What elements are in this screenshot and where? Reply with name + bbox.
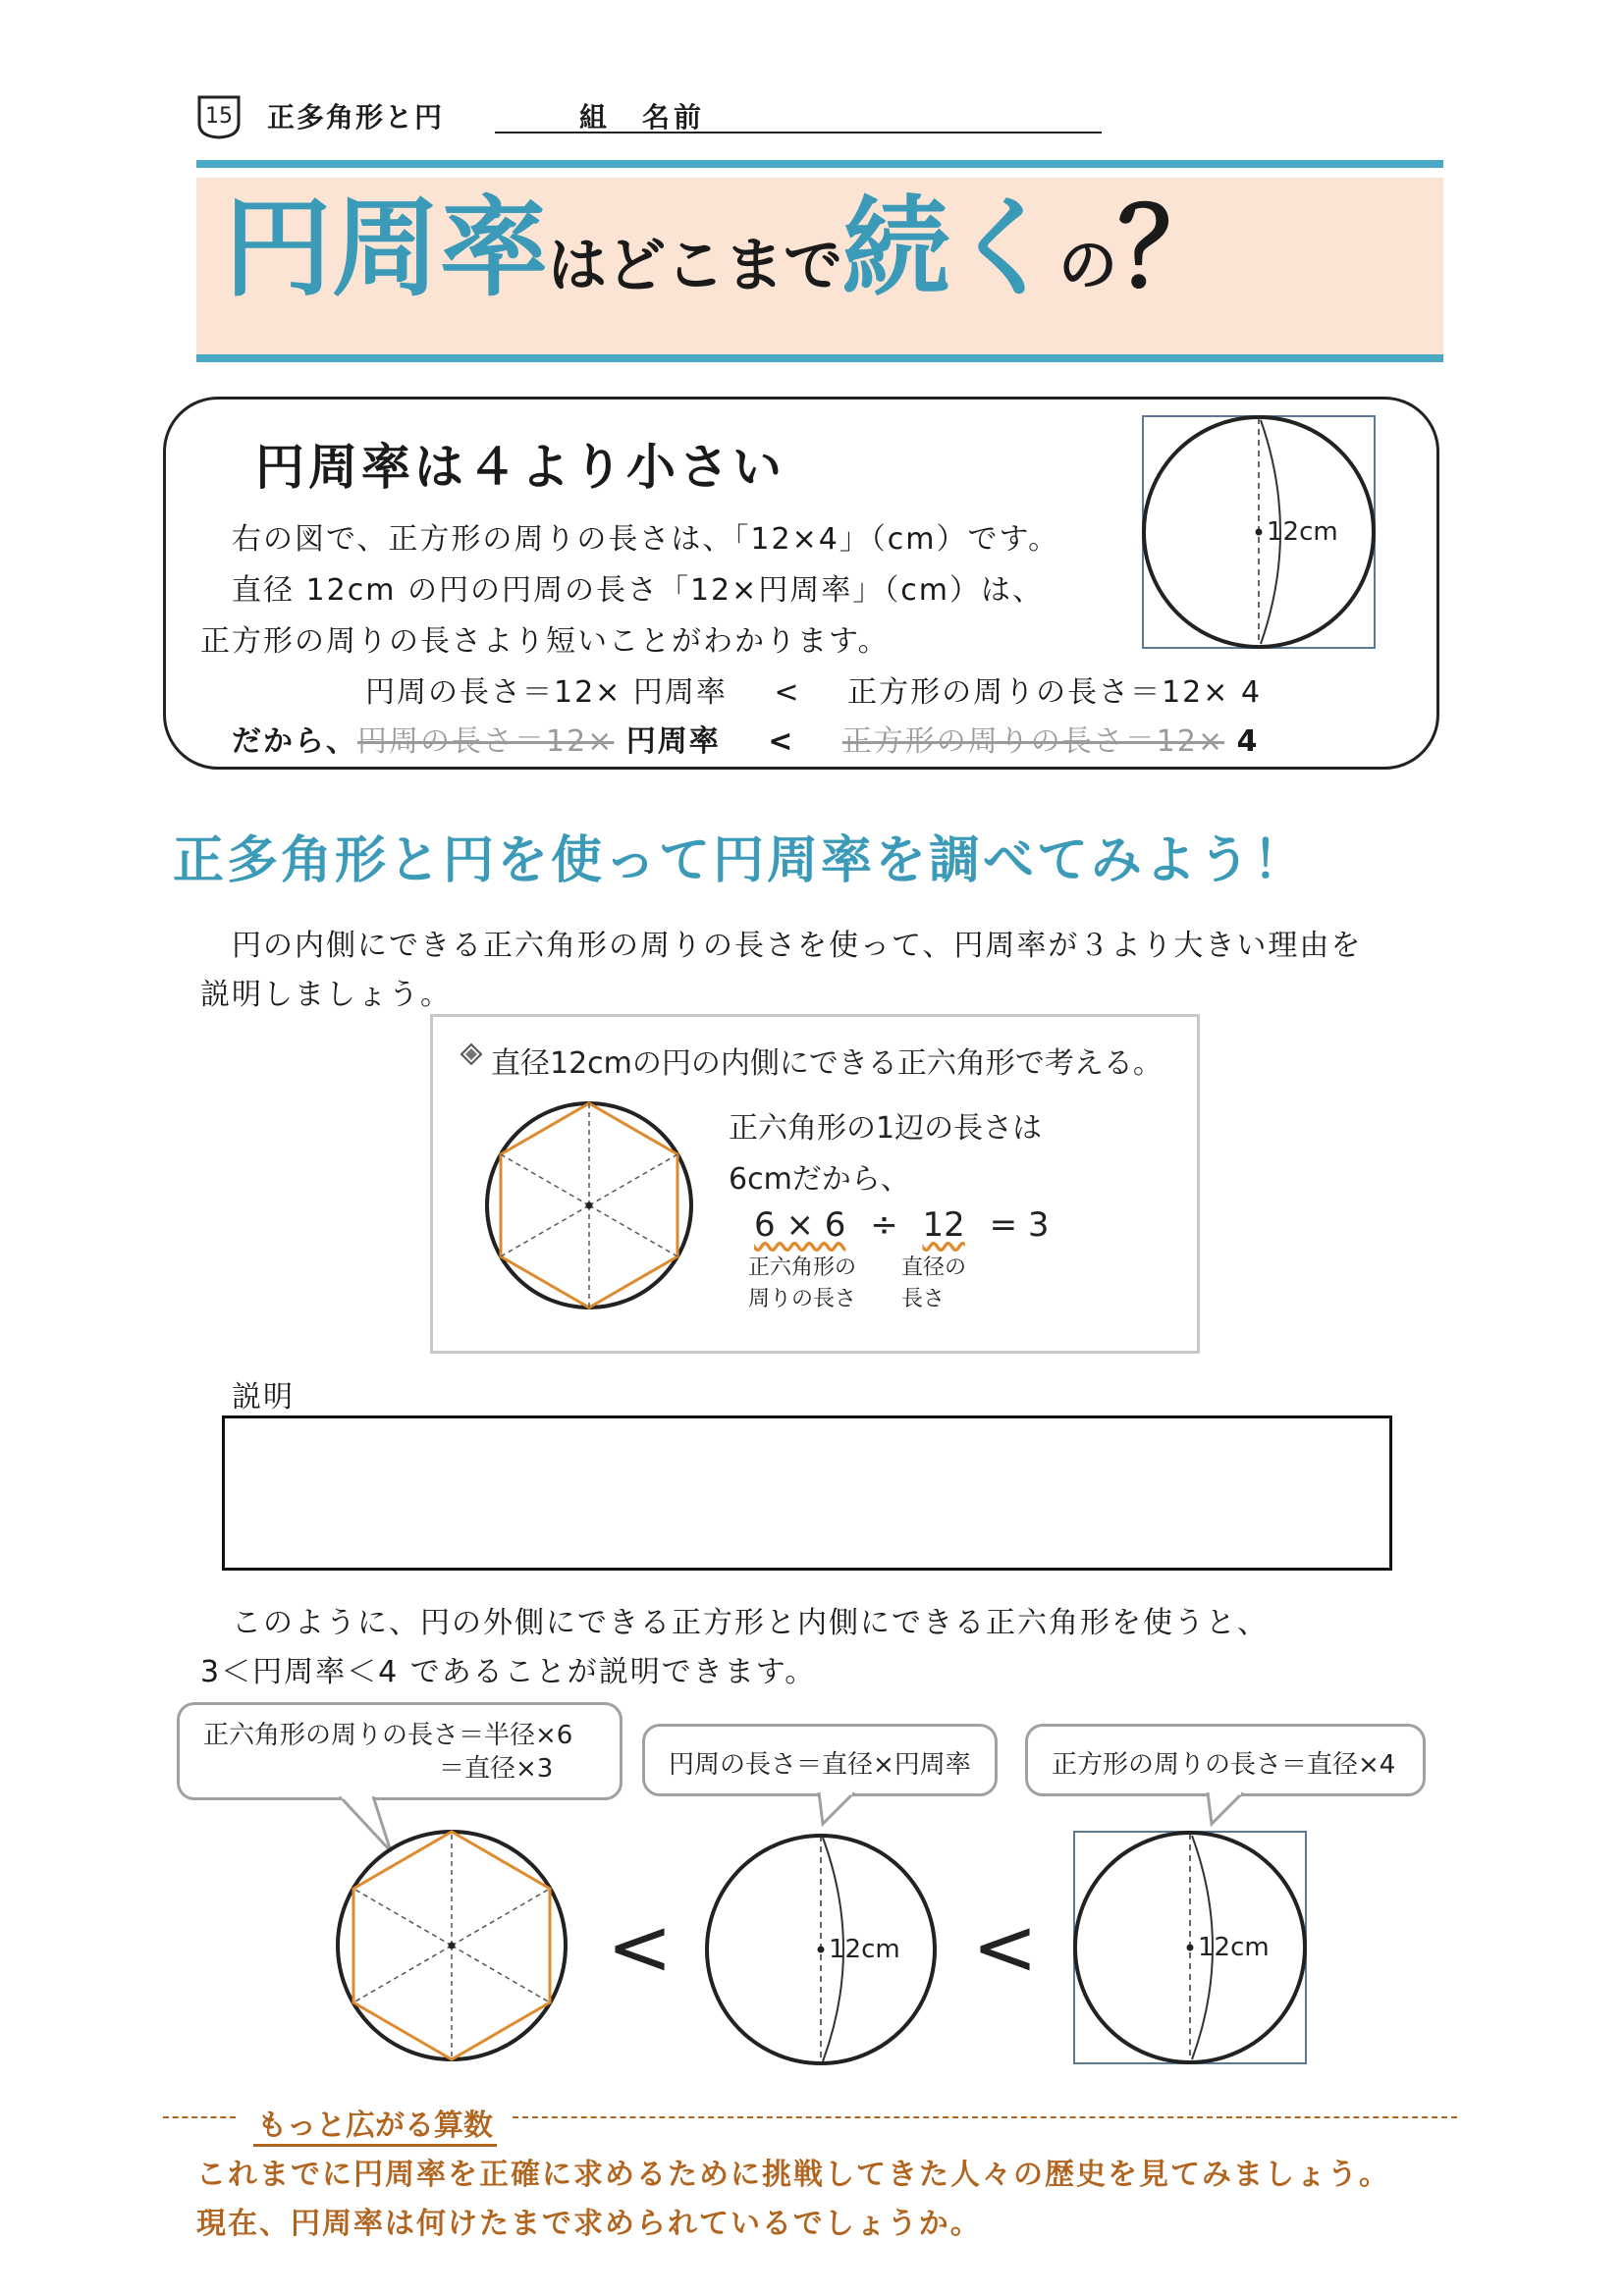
calc-diameter: 12: [922, 1205, 965, 1245]
compare-circle-label: 12cm: [829, 1935, 900, 1964]
eq2-struck-right: 正方形の周りの長さ＝12×: [841, 724, 1225, 759]
footer-rule-right: [513, 2116, 1457, 2118]
note-diameter-2: 長さ: [901, 1287, 946, 1311]
unit-number: 15: [205, 104, 233, 129]
intro-line-3: 正方形の周りの長さより短いことがわかります。: [200, 624, 890, 659]
compare-hexagon-figure: [334, 1828, 569, 2063]
pencil-mark-icon: [460, 1042, 483, 1066]
bubble-circle-tail: [815, 1792, 874, 1828]
eq2-struck-left: 円周の長さ＝12×: [357, 724, 615, 759]
title-top-rule: [196, 160, 1443, 168]
example-line-2: 6cmだから、: [729, 1162, 910, 1197]
inscribed-hexagon-figure: [481, 1097, 697, 1313]
eq2-less-than: <: [768, 724, 795, 759]
compare-square-label: 12cm: [1198, 1933, 1270, 1962]
bubble-square-text: 正方形の周りの長さ＝直径×4: [1052, 1750, 1396, 1780]
eq2-prefix: だから、: [232, 724, 357, 759]
bubble-hexagon-line-2: ＝直径×3: [439, 1754, 554, 1784]
title-part-tsuzuku: 続く: [842, 186, 1058, 311]
title-part-dokomade: はどこまで: [548, 232, 842, 300]
inequality-1: [365, 667, 1262, 711]
footer-label: もっと広がる算数: [253, 2101, 497, 2147]
title-question-mark: ？: [1117, 186, 1225, 311]
diameter-label: 12cm: [1267, 517, 1338, 547]
center-dot: [1256, 529, 1263, 536]
calc-divide: ÷: [870, 1205, 898, 1245]
eq1-left: 円周の長さ＝12×: [365, 675, 623, 710]
note-hexagon-1: 正六角形の: [748, 1255, 857, 1280]
compare-square-figure: [1072, 1830, 1308, 2065]
note-diameter: [901, 1253, 966, 1315]
eq2-value: 4: [1236, 724, 1260, 759]
bubble-square-tail: [1204, 1792, 1263, 1828]
conclusion-line-1: このように、円の外側にできる正方形と内側にできる正六角形を使うと、: [232, 1606, 1269, 1640]
circle-in-square-figure: [1141, 414, 1377, 650]
eq1-less-than: <: [774, 675, 801, 710]
footer-line-2: 現在、円周率は何けたまで求められているでしょうか。: [196, 2207, 982, 2241]
intro-heading: 円周率は４より小さい: [255, 439, 785, 496]
bubble-hexagon-line-1: 正六角形の周りの長さ＝半径×6: [203, 1721, 573, 1750]
section-text-2: 説明しましょう。: [200, 978, 452, 1012]
eq1-pi: 円周率: [632, 675, 728, 710]
unit-title: 正多角形と円: [267, 101, 445, 133]
conclusion-line-2: 3＜円周率＜4 であることが説明できます。: [200, 1655, 817, 1689]
calc-hexagon-perimeter: 6 × 6: [754, 1205, 846, 1245]
intro-line-1: 右の図で、正方形の周りの長さは、「12×4」（cm）です。: [232, 522, 1060, 557]
calc-result: = 3: [989, 1205, 1050, 1245]
section-text-1: 円の内側にできる正六角形の周りの長さを使って、円周率が３より大きい理由を: [232, 929, 1363, 963]
bubble-square: [1025, 1724, 1426, 1796]
example-title: 直径12cmの円の内側にできる正六角形で考える。: [491, 1046, 1163, 1081]
title-bottom-rule: [196, 354, 1443, 362]
example-line-1: 正六角形の1辺の長さは: [729, 1111, 1043, 1146]
bubble-circle-text: 円周の長さ＝直径×円周率: [669, 1750, 971, 1780]
section-heading: 正多角形と円を使って円周率を調べてみよう！: [173, 831, 1308, 890]
footer-rule-left: [163, 2116, 236, 2118]
intro-line-2: 直径 12cm の円の円周の長さ「12×円周率」（cm）は、: [232, 573, 1044, 608]
eq1-value: 4: [1240, 675, 1263, 710]
compare-less-than-1: <: [607, 1901, 674, 1993]
eq1-right: 正方形の周りの長さ＝12×: [847, 675, 1230, 710]
example-calculation: [754, 1205, 1050, 1245]
compare-less-than-2: <: [972, 1901, 1039, 1993]
note-hexagon-2: 周りの長さ: [748, 1287, 857, 1311]
eq2-pi: 円周率: [625, 724, 721, 759]
title-part-pi: 円周率: [224, 186, 548, 311]
bubble-hexagon: [177, 1702, 623, 1800]
explain-label: 説明: [232, 1380, 295, 1415]
footer-line-1: これまでに円周率を正確に求めるために挑戦してきた人々の歴史を見てみましょう。: [196, 2158, 1390, 2192]
page-title: [224, 186, 1225, 311]
inequality-2: [232, 717, 1259, 760]
class-name-label: 組 名前: [579, 101, 706, 133]
note-diameter-1: 直径の: [901, 1255, 967, 1280]
hexagon-center: [586, 1202, 593, 1209]
title-part-no: の: [1058, 232, 1117, 300]
name-write-line[interactable]: [495, 132, 1102, 133]
explain-answer-box[interactable]: [222, 1415, 1392, 1571]
bubble-circle: [642, 1724, 998, 1796]
compare-circle-figure: [703, 1832, 939, 2067]
unit-number-badge: [196, 94, 242, 139]
note-hexagon: [748, 1253, 856, 1315]
